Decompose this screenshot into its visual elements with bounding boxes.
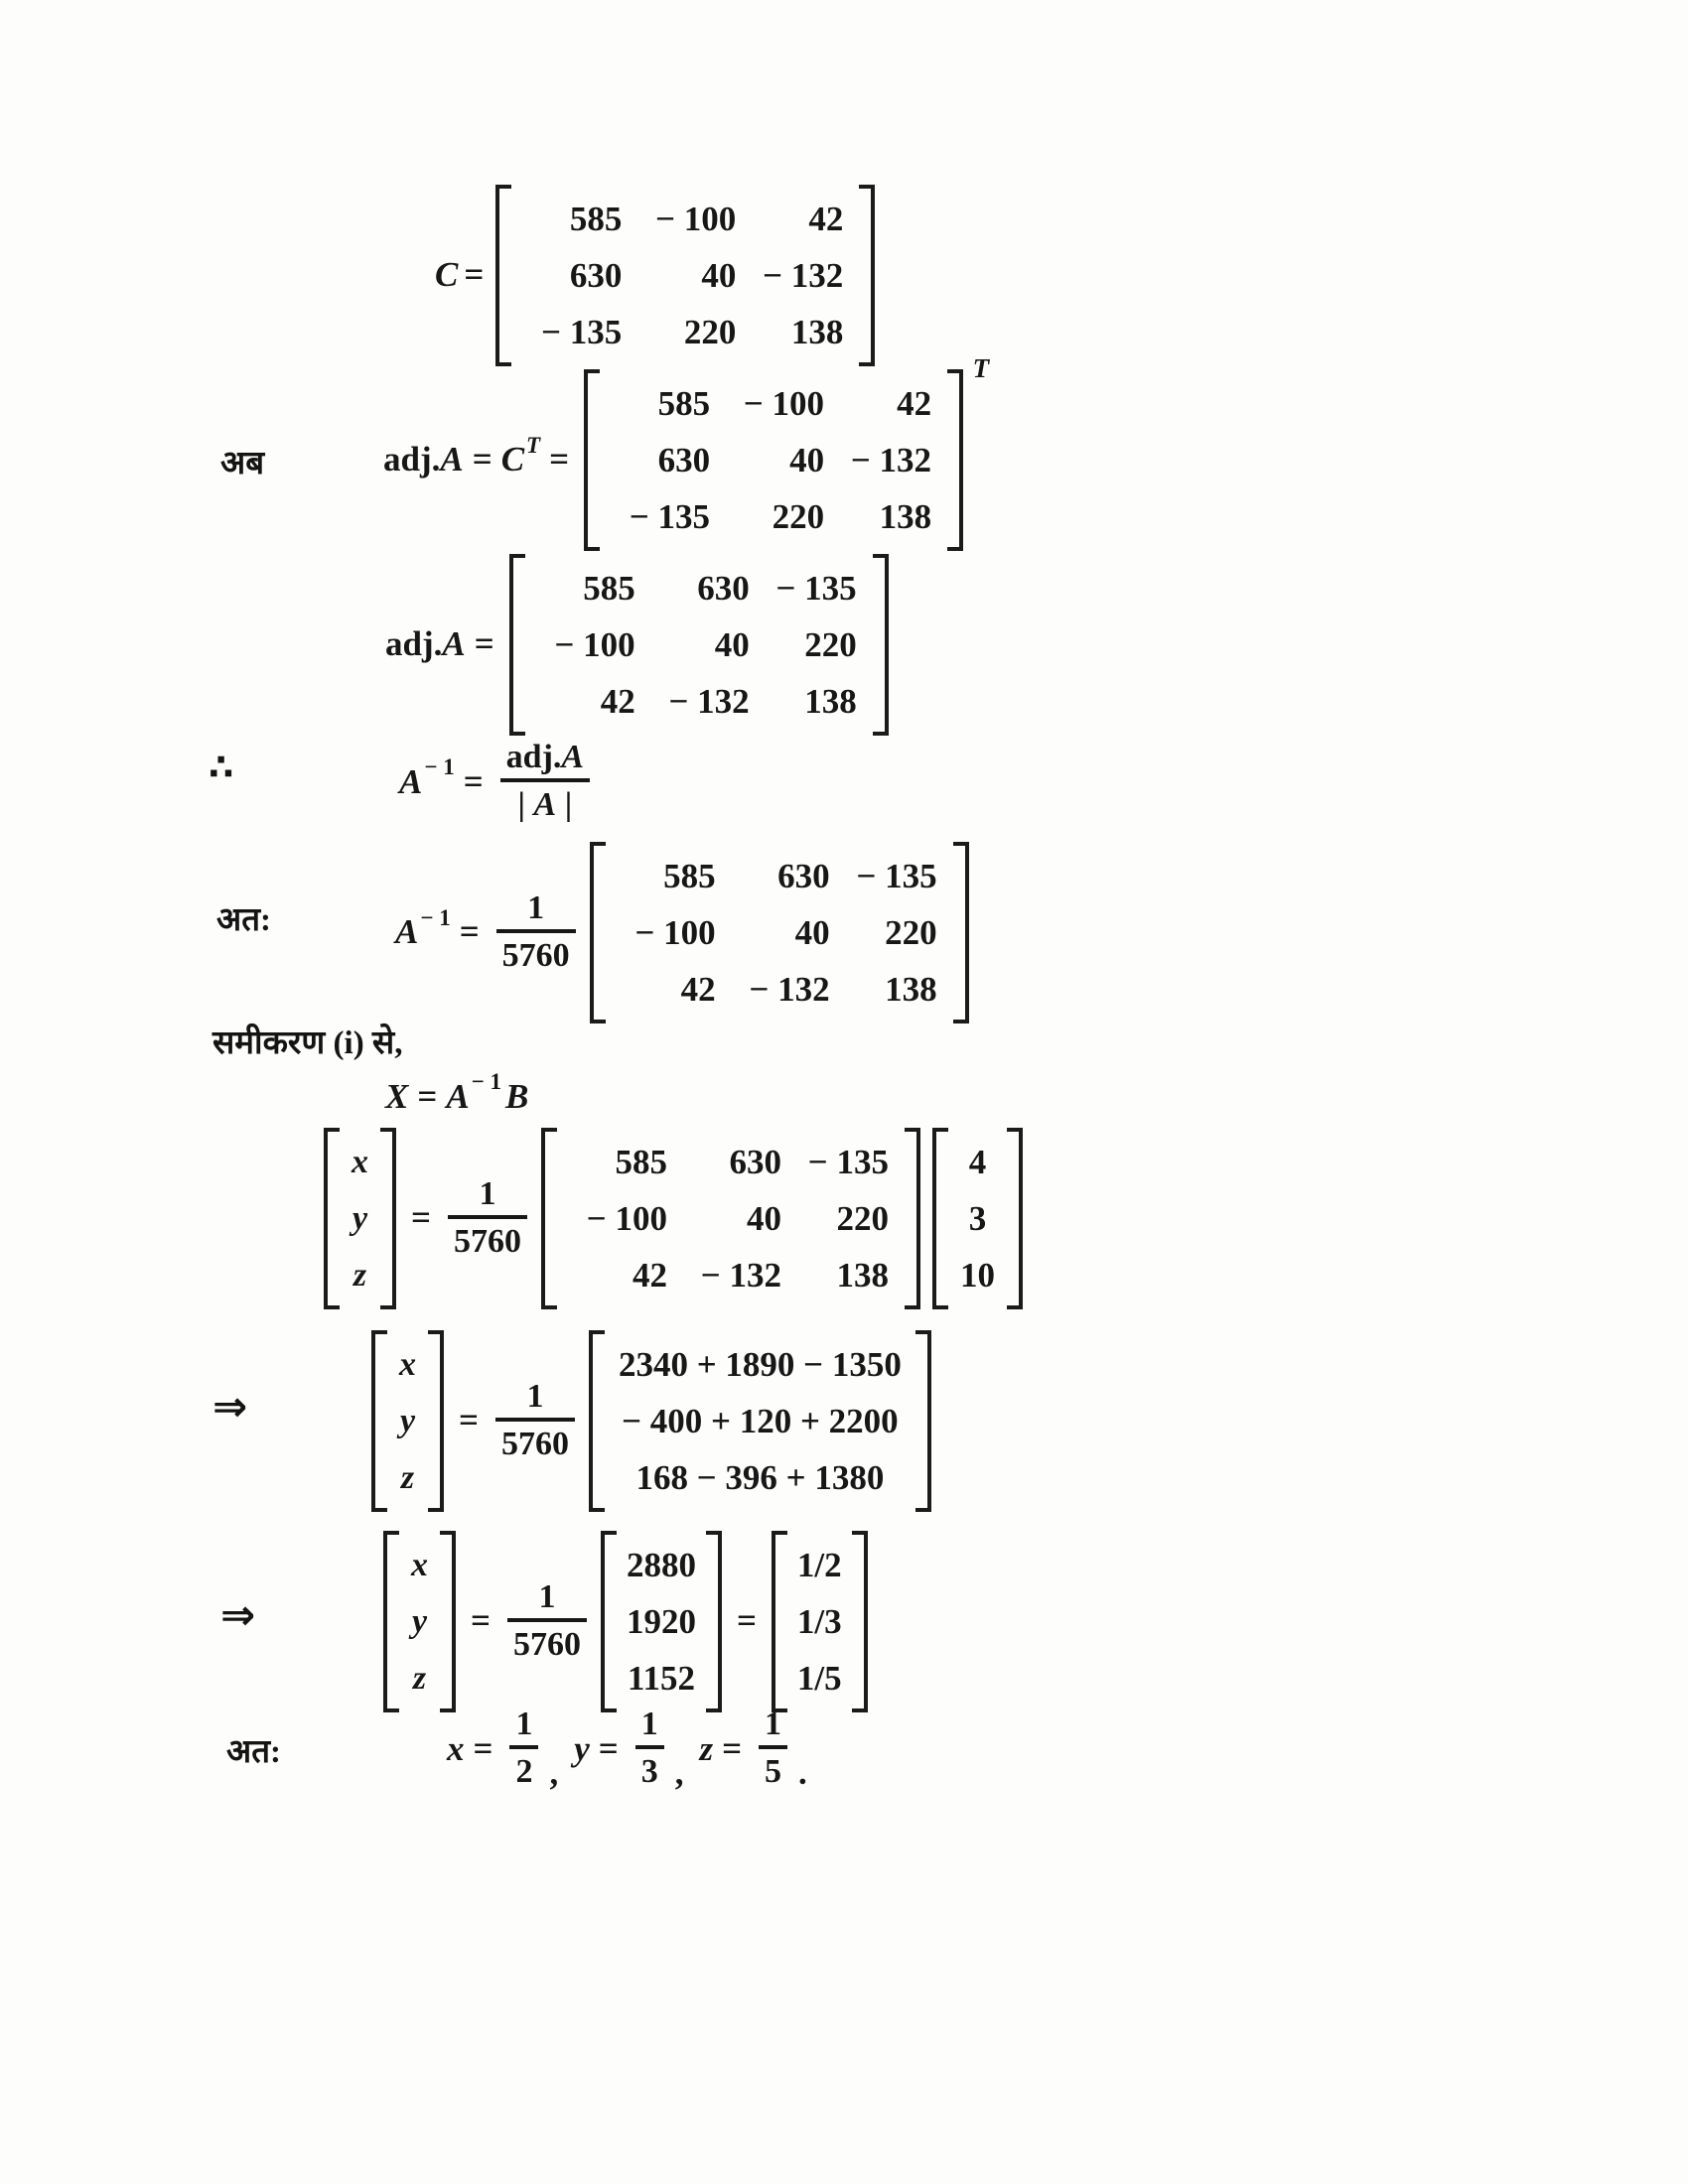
fraction-numerator: 1 — [515, 1706, 533, 1742]
matrix-cell: 42 — [808, 200, 844, 238]
fraction-numerator: 1 — [527, 888, 545, 926]
inverse-sup: − 1 — [471, 1069, 502, 1095]
matrix-cell: 42 — [632, 1256, 667, 1295]
fraction-numerator: 1 — [526, 1377, 544, 1415]
equation-adj — [385, 554, 895, 736]
matrix-bracket-right — [852, 1531, 868, 1712]
equation-xyz-result — [377, 1531, 874, 1712]
matrix-bracket-left — [324, 1128, 340, 1309]
result-cell: 1152 — [627, 1659, 695, 1698]
matrix-cell: 40 — [794, 913, 830, 952]
matrix-cell: − 132 — [763, 256, 844, 295]
inverse-sup: − 1 — [420, 904, 451, 930]
matrix-bracket-left — [371, 1330, 387, 1512]
matrix-cell: − 135 — [775, 569, 857, 608]
var-y: y — [574, 1728, 590, 1768]
var-a: A — [440, 440, 464, 479]
matrix-cell: 220 — [772, 497, 825, 536]
outer-transpose-sup: T — [972, 353, 990, 383]
adj-text: adj. — [505, 739, 562, 775]
vector-cell: y — [411, 1603, 428, 1640]
fraction-cell: 1/2 — [796, 1546, 842, 1584]
sum-cell: 168 − 396 + 1380 — [635, 1458, 885, 1497]
matrix-adj-a — [541, 1128, 920, 1309]
matrix-adj-a — [509, 554, 889, 736]
var-x-cap: X — [385, 1077, 409, 1116]
implies-symbol-1: ⇒ — [212, 1385, 248, 1431]
matrix-bracket-right — [953, 842, 969, 1024]
var-a: A — [561, 739, 585, 775]
fraction-denominator: 5760 — [453, 1222, 521, 1260]
matrix-bracket-right — [905, 1128, 920, 1309]
matrix-cell: − 132 — [850, 441, 932, 479]
var-b: B — [505, 1077, 529, 1116]
equals: = — [459, 1401, 479, 1440]
inverse-sup: − 1 — [424, 754, 455, 779]
vector-cell: z — [412, 1660, 427, 1697]
matrix-cell: 630 — [729, 1143, 781, 1181]
matrix-cell: 220 — [683, 313, 737, 351]
fraction-numerator — [500, 737, 590, 778]
fraction-denominator: 5 — [765, 1753, 782, 1790]
fraction-denominator: 3 — [640, 1753, 658, 1790]
var-a: A — [533, 786, 557, 823]
vector-xyz — [324, 1128, 396, 1309]
matrix-cell: − 132 — [700, 1256, 781, 1295]
equation-final-answer — [447, 1704, 823, 1795]
matrix-cell: − 135 — [807, 1143, 889, 1181]
equals: = — [736, 1601, 757, 1641]
matrix-bracket-left — [541, 1128, 557, 1309]
equals: = — [598, 1728, 619, 1768]
label-atah-2: अत: — [226, 1734, 282, 1770]
matrix-bracket-left — [601, 1531, 617, 1712]
fraction-numerator: 1 — [765, 1706, 782, 1742]
vector-xyz — [371, 1330, 444, 1512]
matrix-bracket-left — [584, 369, 600, 551]
matrix-cell: 585 — [615, 1143, 667, 1181]
equals: = — [417, 1077, 438, 1116]
matrix-cell: 138 — [790, 313, 844, 351]
fraction-one-over-det — [507, 1576, 587, 1668]
comma: , — [674, 1753, 684, 1792]
matrix-cell: − 100 — [634, 913, 716, 952]
equals: = — [722, 1728, 743, 1768]
equals: = — [474, 624, 494, 664]
matrix-cell: 42 — [680, 970, 716, 1009]
vector-xyz — [383, 1531, 456, 1712]
implies-symbol-2: ⇒ — [220, 1593, 256, 1639]
var-a: A — [395, 912, 419, 952]
matrix-c — [495, 185, 875, 366]
matrix-cell: − 100 — [743, 384, 825, 423]
equals: = — [473, 1728, 493, 1768]
matrix-cell: − 135 — [629, 497, 711, 536]
matrix-cell: − 100 — [586, 1199, 667, 1238]
equation-a-inverse-value — [395, 842, 975, 1024]
matrix-cell: − 100 — [655, 200, 737, 238]
vector-cell: 4 — [968, 1143, 987, 1181]
matrix-cell: − 132 — [749, 970, 830, 1009]
fraction-denominator: 5760 — [500, 1425, 569, 1462]
equals: = — [411, 1198, 431, 1238]
fraction-z — [759, 1704, 787, 1795]
equals: = — [471, 1601, 491, 1641]
fraction-adj-over-det — [500, 737, 590, 828]
label-atah-1: अत: — [216, 902, 272, 938]
matrix-cell: 40 — [714, 625, 750, 664]
var-c: C — [500, 440, 525, 479]
matrix-cell: 585 — [583, 569, 635, 608]
fraction-one-over-det — [495, 1376, 575, 1467]
matrix-bracket-right — [706, 1531, 722, 1712]
vector-sums — [589, 1330, 931, 1512]
vector-cell: y — [352, 1200, 368, 1237]
matrix-bracket-left — [589, 1330, 605, 1512]
matrix-bracket-right — [947, 369, 963, 551]
matrix-cell: 138 — [879, 497, 932, 536]
fraction-denominator — [512, 782, 579, 828]
equation-adj-transpose — [383, 353, 990, 551]
det-bar: | — [517, 786, 526, 823]
matrix-cell: 585 — [663, 857, 716, 895]
fraction-denominator: 5760 — [512, 1625, 581, 1663]
equation-x-equals-ainv-b — [385, 1069, 534, 1117]
var-z: z — [699, 1728, 714, 1768]
var-x: x — [447, 1728, 465, 1768]
matrix-cell: 630 — [697, 569, 750, 608]
matrix-cell: 40 — [701, 256, 737, 295]
vector-b — [932, 1128, 1023, 1309]
matrix-bracket-right — [440, 1531, 456, 1712]
matrix-bracket-right — [915, 1330, 931, 1512]
matrix-cell: 630 — [777, 857, 830, 895]
matrix-cell: − 100 — [554, 625, 635, 664]
comma: , — [549, 1753, 559, 1792]
vector-final-fractions — [772, 1531, 868, 1712]
fraction-numerator: 1 — [479, 1174, 496, 1212]
vector-cell: x — [399, 1346, 416, 1383]
period: . — [798, 1753, 807, 1792]
label-samikaran: समीकरण (i) से, — [212, 1025, 403, 1061]
adj-text: adj. — [383, 440, 441, 479]
matrix-cell: 220 — [836, 1199, 889, 1238]
fraction-cell: 1/3 — [796, 1602, 842, 1641]
transpose-sup: T — [526, 432, 541, 458]
matrix-bracket-right — [859, 185, 875, 366]
matrix-cell: 630 — [657, 441, 711, 479]
equation-xyz-product — [318, 1128, 1029, 1309]
sum-cell: 2340 + 1890 − 1350 — [618, 1345, 902, 1384]
matrix-bracket-right — [873, 554, 889, 736]
det-bar: | — [564, 786, 573, 823]
vector-cell: x — [411, 1547, 428, 1583]
sum-cell: − 400 + 120 + 2200 — [622, 1402, 899, 1440]
fraction-one-over-det — [448, 1173, 527, 1265]
matrix-adj-a — [590, 842, 969, 1024]
matrix-bracket-left — [495, 185, 511, 366]
equals: = — [472, 440, 492, 479]
result-cell: 1920 — [626, 1602, 696, 1641]
matrix-cell: − 132 — [668, 682, 750, 721]
vector-cell: z — [352, 1257, 367, 1294]
fraction-one-over-det — [496, 887, 576, 979]
fraction-denominator: 5760 — [501, 936, 570, 974]
matrix-cell: 138 — [885, 970, 937, 1009]
adj-text: adj. — [385, 624, 443, 664]
equals: = — [464, 255, 485, 295]
matrix-cell: 585 — [569, 200, 623, 238]
matrix-bracket-left — [590, 842, 606, 1024]
fraction-x — [509, 1704, 538, 1795]
var-a: A — [446, 1077, 470, 1116]
equals: = — [463, 761, 484, 801]
vector-cell: x — [352, 1144, 368, 1180]
matrix-cell: 42 — [897, 384, 932, 423]
vector-cell: y — [399, 1403, 416, 1439]
fraction-cell: 1/5 — [796, 1659, 842, 1698]
vector-result — [601, 1531, 722, 1712]
equals: = — [549, 440, 570, 479]
matrix-cell: 138 — [804, 682, 857, 721]
fraction-numerator: 1 — [538, 1577, 556, 1615]
matrix-cell: 138 — [836, 1256, 889, 1295]
vector-cell: 10 — [959, 1256, 995, 1295]
equals: = — [459, 912, 480, 952]
matrix-cell: 40 — [746, 1199, 781, 1238]
matrix-cell: 220 — [885, 913, 937, 952]
label-ab: अब — [220, 446, 265, 481]
matrix-bracket-right — [428, 1330, 444, 1512]
equation-xyz-sums — [365, 1330, 937, 1512]
matrix-cell: 40 — [789, 441, 825, 479]
equation-a-inverse-definition — [399, 737, 598, 828]
matrix-c-transpose — [584, 353, 990, 551]
result-cell: 2880 — [626, 1546, 696, 1584]
var-a: A — [399, 761, 423, 801]
matrix-cell: − 135 — [856, 857, 937, 895]
matrix-cell: − 135 — [541, 313, 623, 351]
therefore-symbol: ∴ — [209, 748, 234, 787]
matrix-cell: 630 — [569, 256, 623, 295]
vector-cell: 3 — [968, 1199, 987, 1238]
matrix-bracket-right — [380, 1128, 396, 1309]
fraction-numerator: 1 — [640, 1706, 658, 1742]
equation-c — [435, 185, 881, 366]
var-a: A — [442, 624, 466, 664]
matrix-bracket-left — [932, 1128, 948, 1309]
fraction-denominator: 2 — [515, 1753, 533, 1790]
matrix-bracket-left — [383, 1531, 399, 1712]
vector-cell: z — [400, 1459, 415, 1496]
matrix-cell: 42 — [600, 682, 635, 721]
matrix-bracket-right — [1007, 1128, 1023, 1309]
var-c: C — [435, 255, 459, 295]
matrix-bracket-left — [509, 554, 525, 736]
matrix-cell: 585 — [657, 384, 711, 423]
matrix-bracket-left — [772, 1531, 787, 1712]
matrix-cell: 220 — [804, 625, 857, 664]
fraction-y — [635, 1704, 664, 1795]
